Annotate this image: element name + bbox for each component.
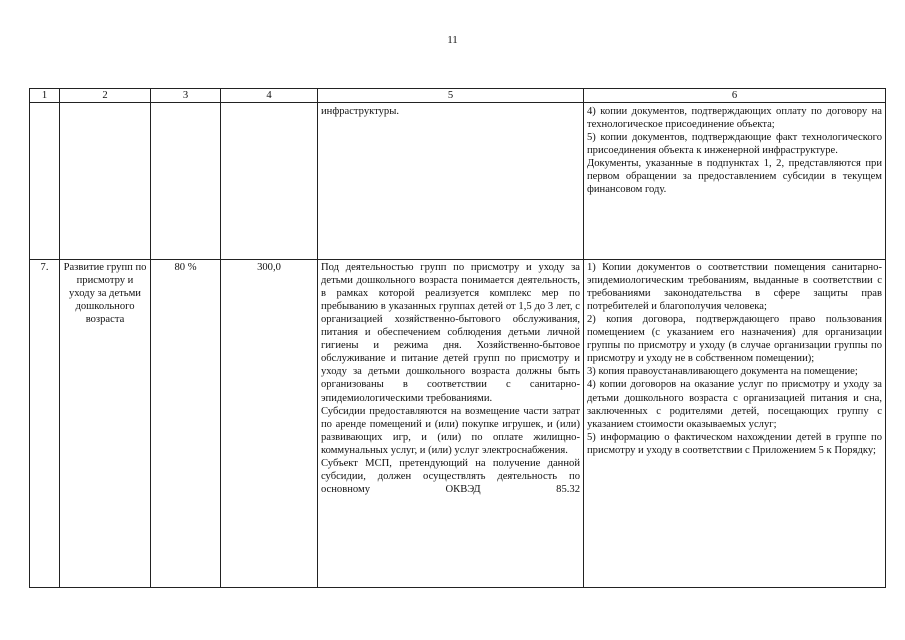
documents-paragraph: 2) копия договора, подтверждающего право пользования помещением (с указанием его назначения) для организации группы по присмотру и уходу (в случае организации группы по присмотру и уходу не в собственном помещении); xyxy=(587,314,882,365)
documents-paragraph: 3) копия правоустанавливающего документа на помещение; xyxy=(587,366,858,378)
page-number: 11 xyxy=(447,34,458,46)
documents-paragraph: 5) копии документов, подтверждающие факт технологического присоединения объекта к инженерной инфраструктуре. xyxy=(587,132,882,157)
table-row-continuation xyxy=(30,103,886,260)
header-cell-1: 1 xyxy=(30,89,60,103)
header-cell-4: 4 xyxy=(221,89,318,103)
documents-paragraph: 4) копии документов, подтверждающих оплату по договору на технологическое присоединение объекта; xyxy=(587,106,882,131)
cell-documents xyxy=(584,260,886,588)
table-row-7 xyxy=(30,260,886,588)
cell-description xyxy=(318,260,584,588)
documents-paragraph: Документы, указанные в подпунктах 1, 2, представляются при первом обращении за предоставлением субсидии в текущем финансовом году. xyxy=(587,158,882,196)
description-paragraph: Под деятельностью групп по присмотру и уходу за детьми дошкольного возраста понимается деятельность, в рамках которой реализуется комплекс мер по пребыванию в указанных группах детей от 1,5 до 3 лет, с организацией хозяйственно-бытового обслуживания, питания и обеспечением соблюдения детьми личной гигиены и режима дня. Хозяйственно-бытовое обслуживание и питание детей групп по присмотру и уходу за детьми дошкольного возраста должны быть организованы в соответствии с санитарно-эпидемиологическими требованиями. xyxy=(321,262,580,404)
row-number: 7. xyxy=(30,260,60,588)
cell-empty xyxy=(151,103,221,260)
cell-empty xyxy=(30,103,60,260)
documents-paragraph: 1) Копии документов о соответствии помещения санитарно-эпидемиологическим требованиям, выданные в соответствии с требованиями законодательства в сфере защиты прав потребителей и благополучия человека; xyxy=(587,262,882,313)
amount-value: 300,0 xyxy=(221,260,318,588)
table-header-row xyxy=(30,89,886,103)
cell-description xyxy=(318,103,584,260)
cell-empty xyxy=(221,103,318,260)
description-paragraph: инфраструктуры. xyxy=(321,106,399,118)
description-paragraph: Субъект МСП, претендующий на получение данной субсидии, должен осуществлять деятельность по основному ОКВЭД 85.32 xyxy=(321,457,580,495)
regulation-table xyxy=(29,88,886,588)
percent-value: 80 % xyxy=(151,260,221,588)
cell-empty xyxy=(60,103,151,260)
header-cell-5: 5 xyxy=(318,89,584,103)
documents-paragraph: 5) информацию о фактическом нахождении детей в группе по присмотру и уходу в соответствии с Приложением 5 к Порядку; xyxy=(587,431,882,456)
cell-documents xyxy=(584,103,886,260)
measure-name: Развитие групп по присмотру и уходу за детьми дошкольного возраста xyxy=(60,260,151,588)
header-cell-6: 6 xyxy=(584,89,886,103)
description-paragraph: Субсидии предоставляются на возмещение части затрат по аренде помещений и (или) покупке игрушек, и (или) развивающих игр, и (или) по оплате жилищно-коммунальных услуг, и (или) услуг электроснабжения. xyxy=(321,405,580,456)
header-cell-2: 2 xyxy=(60,89,151,103)
documents-paragraph: 4) копии договоров на оказание услуг по присмотру и уходу за детьми дошкольного возраста с организацией питания и сна, заключенных с родителями детей, посещающих группу с указанием стоимости оказываемых услуг; xyxy=(587,379,882,430)
header-cell-3: 3 xyxy=(151,89,221,103)
